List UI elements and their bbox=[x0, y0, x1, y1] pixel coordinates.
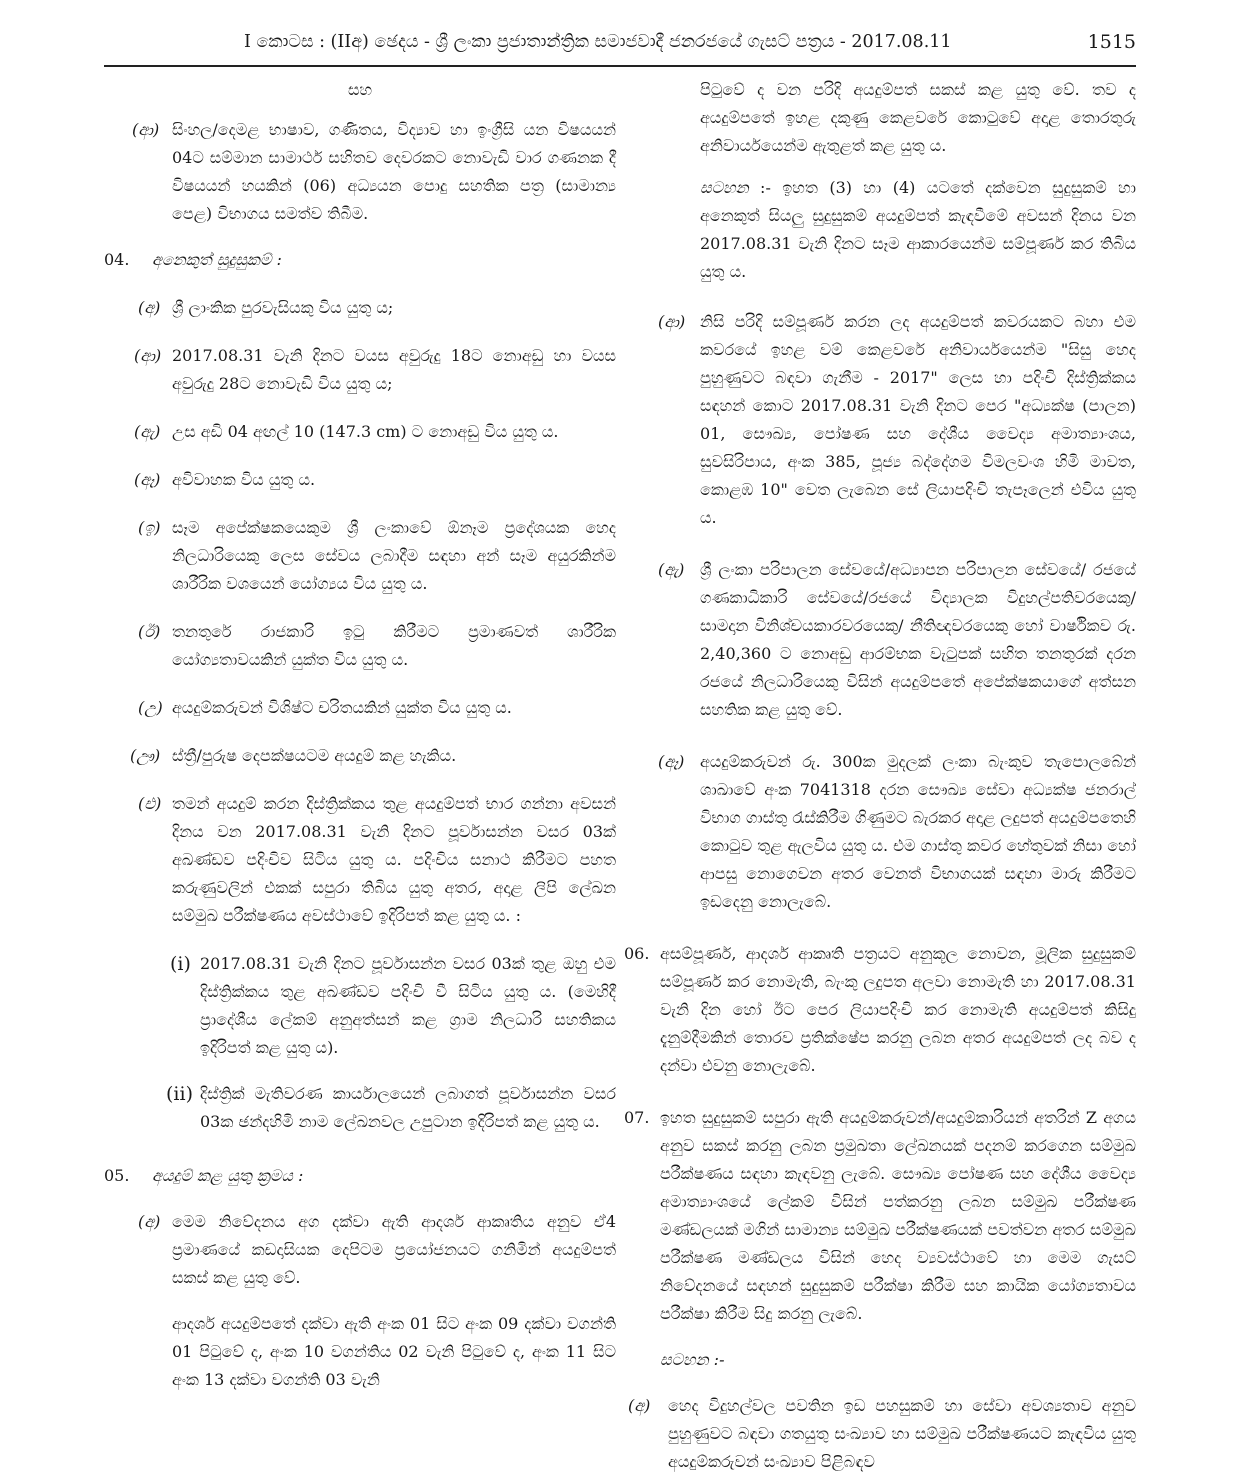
item-label: (ඉ) bbox=[138, 518, 161, 537]
item-text: අවිවාහක විය යුතු ය. bbox=[172, 470, 316, 489]
item-text: නිසි පරිදි සම්පූර්ණ කරන ලද අයදුම්පත් කවරයකට බහා එම කවරයේ ඉහළ වම් කෙළවරේ අනිවාර්යයෙන්ම "සිසු හෙද පුහුණුවට බඳවා ගැනීම - 2017" ලෙස හා පදිංචි දිස්ත්‍රික්කය සඳහන් කොට 2017.08.31 වැනි දිනට පෙර "අධ්‍යක්ෂ (පාලන) 01, සෞඛ්‍ය, පෝෂණ සහ දේශීය වෛද්‍ය අමාත්‍යාංශය, සුවසිරිපාය, අංක 385, පූජ්‍ය බද්දේගම විමලවංශ හිමි මාවත, කොළඹ 10" වෙත ලැබෙන සේ ලියාපදිංචි තැපෑලෙන් එවිය යුතු ය. bbox=[700, 312, 1136, 527]
list-item bbox=[624, 1392, 1136, 1476]
item-text: සෑම අපේක්ෂකයෙකුම ශ්‍රී ලංකාවේ ඕනෑම ප්‍රදේශයක හෙද නිලධාරියෙකු ලෙස සේවය ලබාදීම සඳහා අන් සෑම අයුරකින්ම ශාරීරික වශයෙන් යෝග්‍යය විය යුතු ය. bbox=[172, 518, 616, 593]
sub-item-ii bbox=[104, 1080, 616, 1136]
note-text: :- ඉහත (3) හා (4) යටතේ දක්වෙන සුදුසුකම් හා අනෙකුත් සියලු සුදුසුකම් අයදුම්පත් කැඳවීමේ අවසන් දිනය වන 2017.08.31 වැනි දිනට සෑම ආකාරයෙන්ම සම්පූර්ණ කර තිබිය යුතු ය. bbox=[700, 178, 1136, 281]
item-label: (අ) bbox=[628, 1396, 651, 1415]
item-label: (අ) bbox=[138, 298, 161, 317]
item-text: 2017.08.31 වැනි දිනට වයස අවුරුදු 18ට නොඅඩු හා වයස අවුරුදු 28ට නොවැඩි විය යුතු ය; bbox=[172, 346, 616, 393]
header-title: I කොටස : (IIඅ) ඡෙදය - ශ්‍රී ලංකා ප්‍රජාතාන්ත්‍රික සමාජවාදී ජනරජයේ ගැසට් පත්‍රය - 2017.08.11 bbox=[244, 32, 952, 52]
item-text: 2017.08.31 වැනි දිනට පූර්වාසන්න වසර 03ක් තුළ ඔහු එම දිස්ත්‍රික්කය තුළ අඛණ්ඩව පදිංචි වී සිටිය යුතු ය. (මෙහිදී ප්‍රාදේශීය ලේකම් අනුඅත්සන් කළ ග්‍රාම නිලධාරි සහතිකය ඉදිරිපත් කළ යුතු ය). bbox=[200, 954, 616, 1057]
section-number: 06. bbox=[624, 944, 650, 963]
list-item bbox=[104, 790, 616, 930]
list-item bbox=[104, 418, 616, 446]
list-item bbox=[104, 694, 616, 722]
item-label: (ආ) bbox=[658, 312, 686, 331]
item-label: (ඌ) bbox=[130, 746, 161, 765]
qualification-item-aa bbox=[104, 116, 616, 228]
item-text: ශ්‍රී ලංකා පරිපාලන සේවයේ/අධ්‍යාපන පරිපාලන සේවයේ/ රජයේ ගණකාධිකාරි සේවයේ/රජයේ විද්‍යාලක විදුහල්පතිවරයෙකු/ සාමදාන විනිශ්චයකාරවරයෙකු/ නීතිඥවරයෙකු හෝ වාර්ෂිකව රු. 2,40,360 ට නොඅඩු ආරම්භක වැටුපක් සහිත තනතුරක් දරන රජයේ නිලධාරියෙකු විසින් අයදුම්පතේ අපේක්ෂකයාගේ අත්සන සහතික කළ යුතු වේ. bbox=[700, 560, 1136, 719]
gazette-header bbox=[104, 28, 1136, 58]
list-item bbox=[624, 556, 1136, 724]
section-text: අසම්පූර්ණ, ආදර්ශ ආකෘති පත්‍රයට අනුකූල නොවන, මූලික සුදුසුකම් සම්පූර්ණ කර නොමැති, බැංකු ලදුපත අලවා නොමැති හා 2017.08.31 වැනි දින හෝ ඊට පෙර ලියාපදිංචි කර නොමැති අයදුම්පත් කිසිදු දැනුම්දීමකින් තොරව ප්‍රතික්ෂේප කරනු ලබන අතර අයදුම්පත් ලද බව ද දන්වා එවනු නොලැබේ. bbox=[660, 944, 1136, 1075]
list-item bbox=[104, 618, 616, 674]
section-05-heading bbox=[104, 1162, 616, 1190]
page-number: 1515 bbox=[1087, 31, 1136, 53]
item-label: (ii) bbox=[166, 1083, 193, 1105]
item-text: අයදුම්කරුවන් විශිෂ්ට චරිතයකින් යුක්ත විය යුතු ය. bbox=[172, 698, 512, 717]
list-item bbox=[104, 742, 616, 770]
item-label: (එ) bbox=[138, 794, 162, 813]
section-number: 05. bbox=[104, 1166, 130, 1185]
sub-item-i bbox=[104, 950, 616, 1062]
left-column bbox=[104, 76, 616, 1394]
list-item bbox=[104, 466, 616, 494]
item-text: උස අඩි 04 අඟල් 10 (147.3 cm) ට නොඅඩු විය යුතු ය. bbox=[172, 422, 559, 441]
section-text: ඉහත සුදුසුකම් සපුරා ඇති අයදුම්කරුවන්/අයදුම්කාරියන් අතරින් Z අගය අනුව සකස් කරනු ලබන ප්‍රමුඛතා ලේඛනයක් පදනම් කරගෙන සම්මුඛ පරීක්ෂණය සඳහා කැඳවනු ලැබේ. සෞඛ්‍ය පෝෂණ සහ දේශීය වෛද්‍ය අමාත්‍යාංශයේ ලේකම් විසින් පත්කරනු ලබන සම්මුඛ පරීක්ෂණ මණ්ඩලයක් මගින් සාමාන්‍ය සම්මුඛ පරීක්ෂණයක් පවත්වන අතර සම්මුඛ පරීක්ෂණ මණ්ඩලය විසින් හෙද ව්‍යවස්ථාවේ හා මෙම ගැසට් නිවේදනයේ සඳහන් සුදුසුකම් පරීක්ෂා කිරීම සහ කායික යෝග්‍යතාවය පරීක්ෂා කිරීම සිදු කරනු ලැබේ. bbox=[660, 1108, 1136, 1323]
saha-label: සහ bbox=[347, 80, 373, 99]
note-label: සටහන :- bbox=[660, 1350, 725, 1369]
list-item bbox=[624, 308, 1136, 532]
list-item bbox=[104, 514, 616, 598]
section-number: 07. bbox=[624, 1108, 650, 1127]
section-07 bbox=[624, 1104, 1136, 1328]
section-06 bbox=[624, 940, 1136, 1080]
paragraph: පිටුවේ ද වන පරිදි අයදුම්පත් සකස් කළ යුතු වේ. තව ද අයදුම්පතේ ඉහළ දකුණු කෙළවරේ කොටුවේ අදාළ තොරතුරු අනිවාර්යයෙන්ම ඇතුළත් කළ යුතු ය. bbox=[700, 80, 1136, 155]
item-label: (අ) bbox=[138, 1212, 161, 1231]
item-text: අයදුම්කරුවන් රු. 300ක මුදලක් ලංකා බැංකුව තැපොලබේන් ශාඛාවේ අංක 7041318 දරන සෞඛ්‍ය සේවා අධ්‍යක්ෂ ජනරාල් විභාග ගාස්තු රැස්කිරීම ගිණුමට බැරකර අදාළ ලදුපත් අයදුම්පතෙහි කොටුව තුළ ඇලවිය යුතු ය. එම ගාස්තු කවර හේතුවක් නිසා හෝ ආපසු නොගෙවන අතර වෙනත් විභාගයක් සඳහා මාරු කිරීමට ඉඩදෙනු නොලැබේ. bbox=[700, 752, 1136, 911]
section-title: අනෙකුත් සුදුසුකම් : bbox=[152, 250, 282, 269]
item-text: දිස්ත්‍රික් මැතිවරණ කාර්යාලයෙන් ලබාගත් පූර්වාසන්න වසර 03ක ඡන්දහිමි නාම ලේඛනවල උපුටාන ඉදිරිපත් කළ යුතු ය. bbox=[200, 1084, 616, 1131]
item-label: (ඊ) bbox=[138, 622, 161, 641]
item-text: හෙද විදුහල්වල පවතින ඉඩ පහසුකම් හා සේවා අවශ්‍යතාව අනුව පුහුණුවට බඳවා ගතයුතු සංඛ්‍යාව හා සම්මුඛ පරීක්ෂණයට කැඳවිය යුතු අයදුම්කරුවන් සංඛ්‍යාව පිළිබඳව bbox=[668, 1396, 1136, 1471]
note-block bbox=[624, 174, 1136, 286]
header-divider bbox=[104, 65, 1136, 67]
note-label: සටහන bbox=[700, 178, 749, 197]
item-label: (ඈ) bbox=[134, 470, 161, 489]
item-label: (ඇ) bbox=[658, 560, 685, 579]
list-item bbox=[104, 294, 616, 322]
item-label: (i) bbox=[170, 953, 191, 975]
item-text: තමන් අයදුම් කරන දිස්ත්‍රික්කය තුළ අයදුම්පත් භාර ගන්නා අවසන් දිනය වන 2017.08.31 වැනි දිනට පූර්වාසන්න වසර 03ක් අඛණ්ඩව පදිංචිව සිටිය යුතු ය. පදිංචිය සනාථ කිරීමට පහත කරුණුවලින් එකක් සපුරා තිබිය යුතු අතර, අදාළ ලිපි ලේඛන සම්මුඛ පරීක්ෂණය අවස්ථාවේ ඉදිරිපත් කළ යුතු ය. : bbox=[172, 794, 616, 925]
item-label: (ඇ) bbox=[134, 422, 161, 441]
item-text: සිංහල/දෙමළ භාෂාව, ගණිතය, විද්‍යාව හා ඉංග්‍රීසි යන විෂයයන් 04ට සම්මාන සාමාර්ථ සහිතව දෙවරකට නොවැඩි වාර ගණනක දී විෂයයන් හයකින් (06) අධ්‍යයන පොදු සහතික පත්‍ර (සාමාන්‍ය පෙළ) විභාගය සමත්ව තිබීම. bbox=[172, 120, 616, 223]
item-label: (ඈ) bbox=[658, 752, 685, 771]
right-column bbox=[624, 76, 1136, 1476]
section-number: 04. bbox=[104, 250, 130, 269]
item-label: (ආ) bbox=[132, 120, 160, 139]
paragraph: ආදර්ශ අයදුම්පතේ දක්වා ඇති අංක 01 සිට අංක 09 දක්වා වගන්ති 01 පිටුවේ ද, අංක 10 වගන්තිය 02 වැනි පිටුවේ ද, අංක 11 සිට අංක 13 දක්වා වගන්ති 03 වැනි bbox=[172, 1314, 616, 1389]
item-label: (උ) bbox=[138, 698, 163, 717]
item-text: මෙම නිවේදනය අග දක්වා ඇති ආදර්ශ ආකෘතිය අනුව ඒ4 ප්‍රමාණයේ කඩදාසියක දෙපිටම ප්‍රයෝජනයට ගනිමින් අයදුම්පත් සකස් කළ යුතු වේ. bbox=[172, 1212, 616, 1287]
section-04-heading bbox=[104, 246, 616, 274]
list-item bbox=[104, 1208, 616, 1292]
item-text: ශ්‍රී ලාංකික පුරවැසියකු විය යුතු ය; bbox=[172, 298, 394, 317]
item-text: තනතුරේ රාජකාරි ඉටු කිරීමට ප්‍රමාණවත් ශාරීරික යෝග්‍යතාවයකින් යුක්ත විය යුතු ය. bbox=[172, 622, 616, 669]
item-text: ස්ත්‍රී/පුරුෂ දෙපක්ෂයටම අයදුම් කළ හැකිය. bbox=[172, 746, 457, 765]
section-title: අයදුම් කළ යුතු ක්‍රමය : bbox=[152, 1166, 304, 1185]
list-item bbox=[104, 342, 616, 398]
item-label: (ආ) bbox=[134, 346, 162, 365]
list-item bbox=[624, 748, 1136, 916]
